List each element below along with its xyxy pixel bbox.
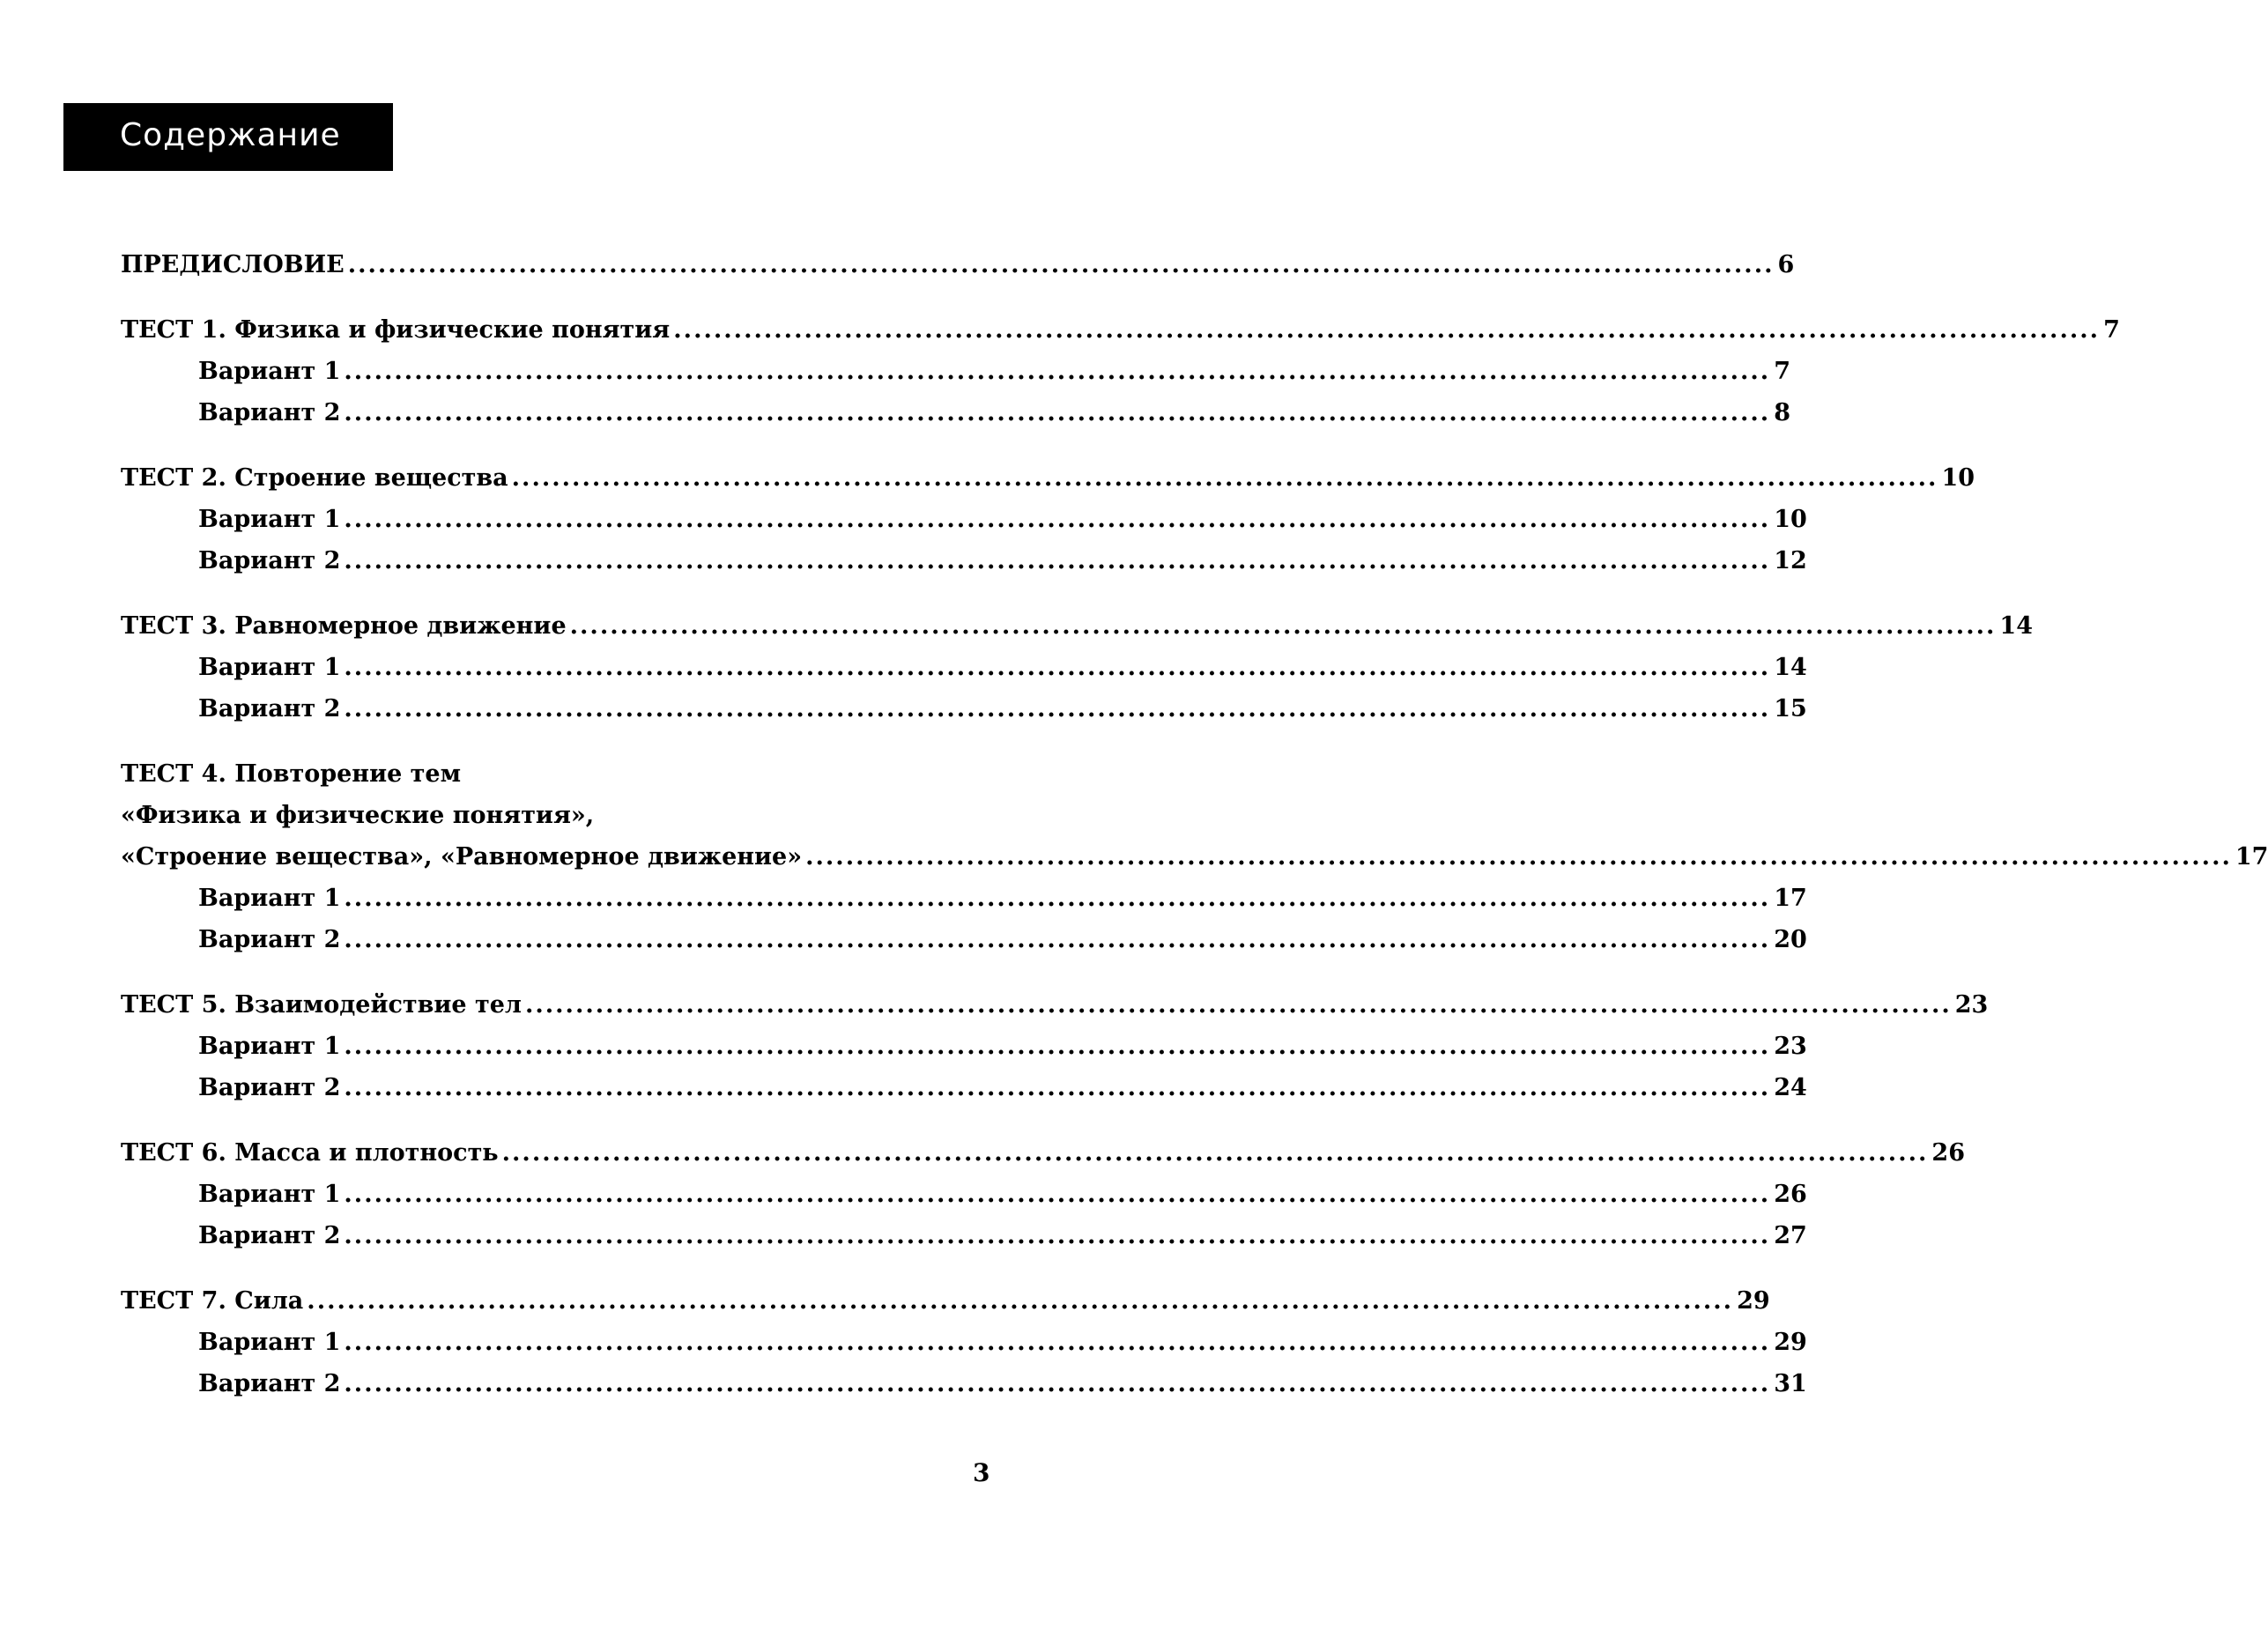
toc-group-test6 <box>121 1132 1965 1256</box>
toc-entry-page: 29 <box>1737 1287 1770 1315</box>
toc-entry-page: 31 <box>1774 1370 1807 1397</box>
toc-entry-page: 23 <box>1954 991 1989 1019</box>
toc-entry-page: 29 <box>1774 1329 1807 1356</box>
toc-entry-title: Вариант 2 <box>198 399 341 426</box>
toc-entry-test4-line2 <box>121 795 1002 836</box>
toc-entry-test7-variant1 <box>121 1322 1807 1363</box>
toc-leader-dots: .............................................................................................................................................. <box>501 1139 1929 1167</box>
toc-entry-test3-variant2 <box>121 688 1807 730</box>
toc-entry-test2-variant2 <box>121 540 1807 582</box>
toc-leader-dots: .............................................................................................................................................. <box>344 695 1771 722</box>
toc-entry-page: 27 <box>1774 1222 1807 1249</box>
toc-entry-test1-variant1 <box>121 351 1790 392</box>
toc-entry-title: ТЕСТ 1. Физика и физические понятия <box>121 316 671 344</box>
toc-entry-title: Вариант 2 <box>198 695 341 722</box>
toc-entry-page: 14 <box>1774 654 1807 681</box>
toc-entry-page: 10 <box>1941 464 1975 492</box>
toc-entry-title: ТЕСТ 4. Повторение тем <box>121 760 462 788</box>
toc-entry-title: ТЕСТ 7. Сила <box>121 1287 304 1315</box>
toc-leader-dots: .............................................................................................................................................. <box>511 464 1938 492</box>
toc-leader-dots: .............................................................................................................................................. <box>344 547 1771 574</box>
contents-header-bar <box>63 103 393 171</box>
toc-entry-page: 26 <box>1774 1181 1807 1208</box>
toc-entry-title: «Физика и физические понятия», <box>121 802 595 829</box>
toc-entry-title: Вариант 2 <box>198 547 341 574</box>
toc-entry-preface <box>121 244 1795 285</box>
toc-entry-test4-variant1 <box>121 878 1807 919</box>
toc-group-test4 <box>121 753 2268 960</box>
toc-leader-dots: .............................................................................................................................................. <box>569 612 1997 640</box>
toc-entry-test5-variant2 <box>121 1067 1807 1108</box>
toc-entry-test4-variant2 <box>121 919 1807 960</box>
toc-entry-title: ТЕСТ 5. Взаимодействие тел <box>121 991 522 1019</box>
toc-entry-title: Вариант 1 <box>198 506 341 533</box>
toc-entry-page: 7 <box>1774 358 1790 385</box>
toc-entry-test2 <box>121 457 1975 499</box>
toc-leader-dots: .............................................................................................................................................. <box>344 885 1771 912</box>
toc-entry-page: 23 <box>1774 1033 1807 1060</box>
toc-entry-title: Вариант 1 <box>198 654 341 681</box>
toc-leader-dots: .............................................................................................................................................. <box>805 843 2232 871</box>
toc-entry-test2-variant1 <box>121 499 1807 540</box>
toc-entry-test6 <box>121 1132 1965 1174</box>
toc-entry-title: Вариант 2 <box>198 926 341 953</box>
toc-entry-test4-line1 <box>121 753 1002 795</box>
toc-group-test5 <box>121 984 1989 1108</box>
toc-entry-test1 <box>121 309 2120 351</box>
page-title: Содержание <box>120 117 341 153</box>
toc-group-test3 <box>121 605 2033 730</box>
toc-entry-test3-variant1 <box>121 647 1807 688</box>
toc-leader-dots: .............................................................................................................................................. <box>344 654 1771 681</box>
toc-leader-dots: .............................................................................................................................................. <box>344 399 1771 426</box>
toc-leader-dots: .............................................................................................................................................. <box>344 1329 1771 1356</box>
toc-entry-title: ТЕСТ 3. Равномерное движение <box>121 612 567 640</box>
toc-entry-page: 26 <box>1931 1139 1965 1167</box>
toc-entry-title: Вариант 1 <box>198 1329 341 1356</box>
toc-entry-page: 20 <box>1774 926 1807 953</box>
toc-entry-test7 <box>121 1280 1770 1322</box>
toc-leader-dots: .............................................................................................................................................. <box>344 1033 1771 1060</box>
toc-entry-test5 <box>121 984 1989 1026</box>
toc-entry-page: 15 <box>1774 695 1807 722</box>
toc-group-test2 <box>121 457 1975 582</box>
toc-leader-dots: .............................................................................................................................................. <box>524 991 1952 1019</box>
toc-leader-dots: .............................................................................................................................................. <box>344 1370 1771 1397</box>
toc-entry-test3 <box>121 605 2033 647</box>
toc-leader-dots: .............................................................................................................................................. <box>344 358 1771 385</box>
toc-entry-page: 17 <box>1774 885 1807 912</box>
toc-leader-dots: .............................................................................................................................................. <box>307 1287 1734 1315</box>
toc-group-preface <box>121 244 1795 285</box>
page-number: 3 <box>973 1458 990 1487</box>
toc-entry-page: 12 <box>1774 547 1807 574</box>
toc-entry-page: 8 <box>1774 399 1790 426</box>
toc-entry-test6-variant1 <box>121 1174 1807 1215</box>
toc-entry-page: 24 <box>1774 1074 1807 1101</box>
toc-entry-title: Вариант 2 <box>198 1370 341 1397</box>
toc-entry-title: Вариант 1 <box>198 358 341 385</box>
toc-entry-page: 7 <box>2103 316 2120 344</box>
table-of-contents <box>121 244 2268 1428</box>
toc-entry-title: Вариант 2 <box>198 1222 341 1249</box>
toc-entry-title: «Строение вещества», «Равномерное движение» <box>121 843 803 871</box>
toc-leader-dots: .............................................................................................................................................. <box>344 1074 1771 1101</box>
toc-entry-title: ТЕСТ 2. Строение вещества <box>121 464 508 492</box>
toc-entry-test5-variant1 <box>121 1026 1807 1067</box>
toc-entry-title: Вариант 1 <box>198 885 341 912</box>
toc-entry-title: ПРЕДИСЛОВИЕ <box>121 251 345 278</box>
toc-entry-title: Вариант 1 <box>198 1033 341 1060</box>
toc-entry-test4 <box>121 836 2268 878</box>
toc-entry-title: Вариант 1 <box>198 1181 341 1208</box>
toc-entry-page: 17 <box>2235 843 2268 871</box>
toc-entry-page: 14 <box>1999 612 2033 640</box>
toc-entry-test7-variant2 <box>121 1363 1807 1404</box>
toc-leader-dots: .............................................................................................................................................. <box>673 316 2101 344</box>
toc-leader-dots: .............................................................................................................................................. <box>344 926 1771 953</box>
toc-entry-title: Вариант 2 <box>198 1074 341 1101</box>
toc-entry-page: 6 <box>1777 251 1795 278</box>
toc-leader-dots: .............................................................................................................................................. <box>347 251 1775 278</box>
toc-entry-page: 10 <box>1774 506 1807 533</box>
toc-leader-dots: .............................................................................................................................................. <box>344 1222 1771 1249</box>
toc-group-test1 <box>121 309 2120 433</box>
toc-group-test7 <box>121 1280 1807 1404</box>
toc-entry-title: ТЕСТ 6. Масса и плотность <box>121 1139 499 1167</box>
toc-entry-test6-variant2 <box>121 1215 1807 1256</box>
toc-entry-test1-variant2 <box>121 392 1790 433</box>
toc-leader-dots: .............................................................................................................................................. <box>344 1181 1771 1208</box>
toc-leader-dots: .............................................................................................................................................. <box>344 506 1771 533</box>
